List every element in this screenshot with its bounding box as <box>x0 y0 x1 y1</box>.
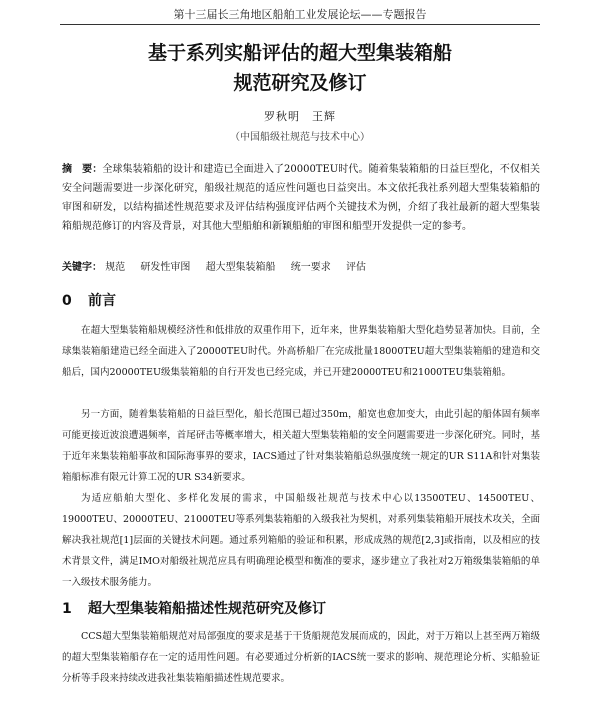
abstract <box>62 160 540 236</box>
section-heading <box>62 290 116 310</box>
section-title: 前言 <box>88 293 116 309</box>
keyword: 研发性审图 <box>140 262 191 273</box>
keyword: 统一要求 <box>290 262 331 273</box>
section-heading <box>62 598 326 618</box>
section-number: 0 <box>62 293 72 309</box>
keyword: 规范 <box>105 262 126 273</box>
section-number: 1 <box>62 601 72 617</box>
abstract-text: 全球集装箱船的设计和建造已全面进入了20000TEU时代。随着集装箱船的日益巨型化，不仅相关安全问题需要进一步深化研究，船级社规范的适应性问题也日益突出。本文依托我社系列超大型集装箱船的审图和研发，以结构描述性规范要求及评估结构强度评估两个关键技术为例，介绍了我社最新的超大型集装箱船规范修订的内容及背景，对其他大型船舶和新颖船舶的审图和船型开发提供一定的参考。 <box>62 164 541 232</box>
paper-title <box>40 38 560 98</box>
paragraph: 在超大型集装箱船规模经济性和低排放的双重作用下，近年来，世界集装箱船大型化趋势显著加快。目前，全球集装箱船建造已经全面进入了20000TEU时代。外高桥船厂在完成批量18000TEU超大型集装箱船的建造和交船后，国内20000TEU级集装箱船的自行开发也已经完成，并已开建20000TEU和21000TEU集装箱船。 <box>62 325 540 378</box>
title-line-2: 规范研究及修订 <box>233 72 367 94</box>
abstract-label: 摘 要： <box>62 164 103 175</box>
keyword: 评估 <box>345 262 366 273</box>
running-header: 第十三届长三角地区船舶工业发展论坛——专题报告 <box>173 8 427 21</box>
paragraph: 为适应船舶大型化、多样化发展的需求，中国船级社规范与技术中心以13500TEU、14500TEU、19000TEU、20000TEU、21000TEU等系列集装箱船的入级我社为契机，对系列集装箱船开展技术攻关，全面解决我社规范[1]层面的关键技术问题。通过系列箱船的验证和积累，形成成熟的规范[2,3]或指南，以及相应的技术背景文件，满足IMO对船级社规范应具有明确理论模型和衡准的要求，逐步建立了我社对2万箱级集装箱船的单一入级技术服务能力。 <box>62 493 540 588</box>
keyword: 超大型集装箱船 <box>205 262 276 273</box>
affiliation: （中国船级社规范与技术中心） <box>230 132 370 143</box>
title-line-1: 基于系列实船评估的超大型集装箱船 <box>147 42 452 64</box>
paragraph: CCS超大型集装箱船规范对局部强度的要求是基于干货船规范发展而成的，因此，对于万箱以上甚至两万箱级的超大型集装箱船存在一定的适用性问题。有必要通过分析新的IACS统一要求的影响、规范理论分析、实船验证分析等手段来持续改进我社集装箱船描述性规范要求。 <box>62 631 540 684</box>
paragraph: 另一方面，随着集装箱船的日益巨型化，船长范围已超过350m，船宽也愈加变大，由此引起的船体固有频率可能更接近波浪遭遇频率，首尾砰击等概率增大，相关超大型集装箱船的安全问题需要进一步深化研究。同时，基于近年来集装箱船事故和国际海事界的要求，IACS通过了针对集装箱船总纵强度统一规定的UR S11A和针对集装箱船标准有限元计算工况的UR S34新要求。 <box>62 409 540 483</box>
keywords <box>62 260 540 276</box>
keywords-label: 关键字： <box>62 262 102 273</box>
section-title: 超大型集装箱船描述性规范研究及修订 <box>88 601 326 617</box>
authors: 罗秋明 王辉 <box>264 110 336 123</box>
header-divider <box>60 24 540 25</box>
